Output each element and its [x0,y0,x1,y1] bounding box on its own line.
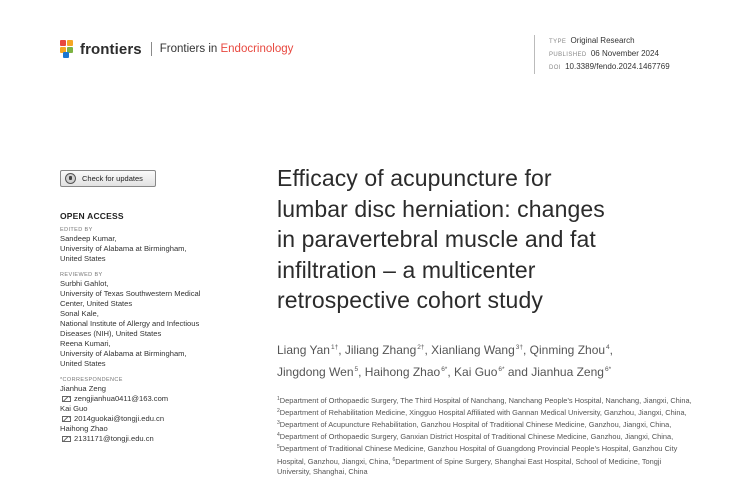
affiliation-text: Department of Acupuncture Rehabilitation, Ganzhou Hospital of Traditional Chinese Medicine, Ganzhou, Jiangxi, China, [279,419,672,429]
affiliation-number: 3 [277,419,280,426]
author-affiliation-mark: 6* [604,365,612,373]
meta-type: TYPE Original Research [549,36,635,45]
envelope-icon [62,416,71,422]
affiliation-text: Department of Spine Surgery, Shanghai East Hospital, School of Medicine, Tongji University, Shanghai, China [277,456,662,476]
reviewer-line: Center, United States [60,299,133,308]
reviewer-line: National Institute of Allergy and Infectious [60,319,200,328]
brand-name: frontiers [80,40,142,58]
article-title [277,163,697,316]
author-separator: , [424,342,432,357]
correspondent-name: Haihong Zhao [60,424,108,433]
check-for-updates-button[interactable]: Check for updates [60,170,156,187]
reviewer-line: Sonal Kale, [60,309,99,318]
correspondent-email[interactable]: zengjianhua0411@163.com [74,394,169,403]
author-separator: , [358,364,365,379]
envelope-icon [62,436,71,442]
article-header [277,163,697,477]
affiliation-number: 6 [392,456,396,463]
title-line: retrospective cohort study [277,287,543,313]
editor-line: University of Alabama at Birmingham, [60,244,187,253]
title-line: infiltration – a multicenter [277,256,536,283]
author-name[interactable]: Kai Guo [454,364,498,379]
crossmark-icon [65,173,76,184]
open-access-label: OPEN ACCESS [60,211,124,221]
author-separator: , [609,342,614,357]
author-affiliation-mark: 5 [354,365,359,373]
affiliations [277,394,697,477]
reviewer-line: Surbhi Gahlot, [60,279,109,288]
article-meta [534,35,670,74]
author-name[interactable]: Jingdong Wen [277,364,354,379]
correspondent-email[interactable]: 2131171@tongji.edu.cn [74,434,154,443]
reviewed-by-heading: REVIEWED BY [60,272,103,278]
affiliation-number: 1 [277,395,280,402]
affiliation-text: Department of Traditional Chinese Medicine, Ganzhou Hospital of Guangdong Provincial People’s Hospital, Ganzhou City Hospital, Ganzhou, Jiangxi, China, [277,444,678,466]
edited-by-heading: EDITED BY [60,227,93,233]
correspondence-heading: *CORRESPONDENCE [60,377,123,383]
author-name[interactable]: Jiliang Zhang [344,342,417,357]
correspondent-email-row [60,434,240,444]
reviewer-line: Reena Kumari, [60,339,111,348]
reviewer-line: University of Alabama at Birmingham, [60,349,187,358]
author-name[interactable]: Liang Yan [277,342,330,357]
affiliation-text: Department of Rehabilitation Medicine, Xingguo Hospital Affiliated with Gannan Medical University, Ganzhou, Jiangxi, China, [279,407,687,417]
author-separator: , [338,342,345,357]
correspondent-email-row [60,414,240,424]
editor-line: Sandeep Kumar, [60,234,117,243]
author-affiliation-mark: 3† [515,343,523,351]
meta-published: PUBLISHED 06 November 2024 [549,49,659,58]
affiliation-number: 2 [277,407,280,414]
doi-link[interactable]: 10.3389/fendo.2024.1467769 [565,62,670,71]
author-name[interactable]: Xianliang Wang [431,342,515,357]
author-separator: and [504,364,532,379]
author-separator: , [523,342,530,357]
edited-by-list [60,234,240,264]
correspondence-list [60,384,240,444]
author-affiliation-mark: 2† [417,343,425,351]
correspondent-email-row [60,394,240,404]
envelope-icon [62,396,71,402]
reviewer-line: United States [60,359,106,368]
author-name[interactable]: Jianhua Zeng [531,364,604,379]
author-affiliation-mark: 6* [498,365,505,373]
reviewed-by-list [60,279,240,369]
correspondent-name: Jianhua Zeng [60,384,107,393]
editor-line: United States [60,254,106,263]
correspondent-name: Kai Guo [60,404,88,413]
author-list [277,338,697,382]
meta-doi: DOI 10.3389/fendo.2024.1467769 [549,62,670,71]
title-line: in paravertebral muscle and fat [277,226,596,252]
journal-name: Frontiers in Endocrinology [159,43,294,55]
logo-divider [151,42,152,56]
affiliation-number: 4 [277,432,280,439]
author-affiliation-mark: 6* [441,365,448,373]
sidebar [60,170,240,444]
reviewer-line: Diseases (NIH), United States [60,329,162,338]
reviewer-line: University of Texas Southwestern Medical [60,289,201,298]
affiliation-text: Department of Orthopaedic Surgery, The Third Hospital of Nanchang, Nanchang People’s Hospital, Nanchang, Jiangxi, China, [279,395,692,405]
author-name[interactable]: Qinming Zhou [529,342,606,357]
affiliation-number: 5 [277,444,280,451]
frontiers-logo-icon [60,40,76,58]
author-name[interactable]: Haihong Zhao [364,364,441,379]
title-line: lumbar disc herniation: changes [277,195,605,222]
correspondent-email[interactable]: 2014guokai@tongji.edu.cn [74,414,165,423]
frontiers-logo[interactable] [60,40,293,58]
author-affiliation-mark: 1† [330,343,339,351]
affiliation-text: Department of Orthopaedic Surgery, Ganxian District Hospital of Traditional Chinese Medicine, Ganzhou, Jiangxi, China, [279,432,674,442]
author-separator: , [447,364,455,379]
title-line: Efficacy of acupuncture for [277,165,552,191]
author-affiliation-mark: 4 [606,343,610,351]
